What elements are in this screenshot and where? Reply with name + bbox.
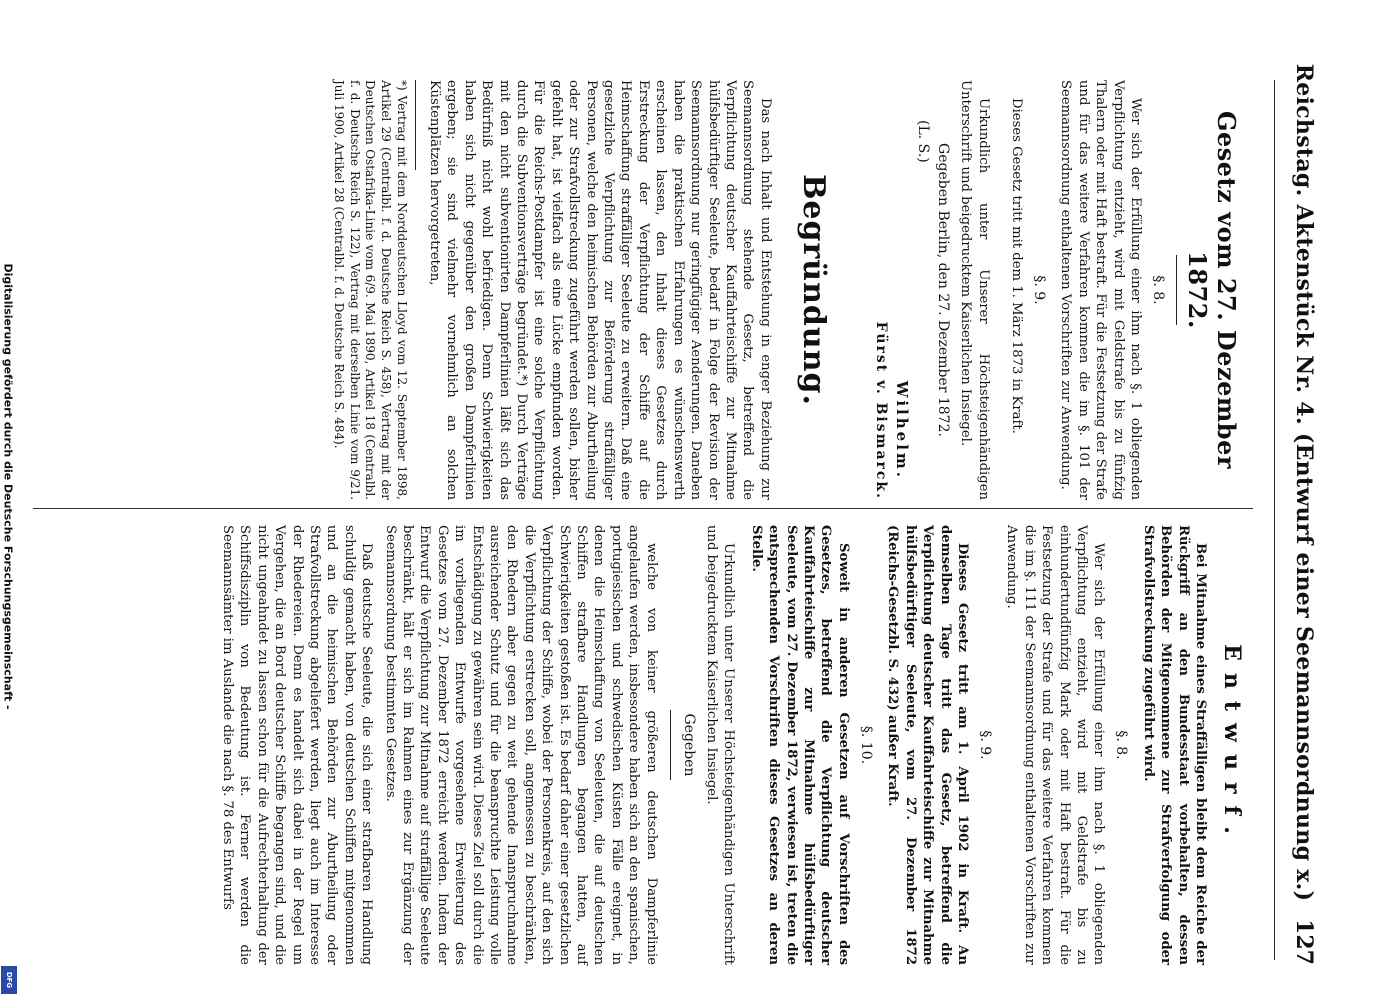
- funding-note: Digitalisierung gefördert durch die Deutsche Forschungsgemeinschaft -: [1, 263, 15, 710]
- begruendung-paragraph-1: Das nach Inhalt und Entstehung in enger Beziehung zur Seemannsordnung stehende Gesetz, betreffend die Verpflichtung deutscher Kauffahrteischiffe zur Mitnahme hülfsbedürftiger Seeleute, bedarf in Folge der Revision der Seemannsordnung nur geringfügiger Aenderungen. Daneben haben die praktischen Erfahrungen es wünschenswerth erscheinen lassen, den Inhalt dieses Gesetzes durch Erstreckung der Verpflichtung der Schiffe auf die Heimschaffung straffälliger Seeleute zu erweitern. Daß eine gesetzliche Verpflichtung zur Beförderung straffälliger Personen, welche den heimischen Behörden zur Aburtheilung oder zur Strafvollstreckung zugeführt werden sollen, bisher gefehlt hat, ist vielfach als eine Lücke empfunden worden. Für die Reichs-Postdampfer ist eine solche Verpflichtung durch die Subventionsverträge begründet.*) Durch Verträge mit den nicht subventionirten Dampferlinien läßt sich das Bedürfniß nicht wohl befriedigen. Denn Schwierigkeiten haben sich nicht gegenüber den großen Dampferlinien ergeben; sie sind vielmehr vornehmlich an solchen Küstenplätzen hervorgetreten,: [427, 80, 773, 500]
- signature-wilhelm: Wilhelm.: [892, 380, 911, 480]
- column-divider: [33, 508, 1253, 509]
- right-s9-heading: §. 9.: [976, 730, 993, 760]
- header-rule: [1274, 80, 1275, 960]
- left-given-at: Gegeben Berlin, den 27. Dezember 1872.: [934, 143, 951, 437]
- right-s8-heading: §. 8.: [1113, 730, 1130, 760]
- footnote-rule: [415, 80, 416, 170]
- running-header: [1279, 60, 1323, 965]
- right-column: [213, 525, 1266, 965]
- digitization-footer: [0, 0, 20, 1000]
- left-column: [331, 80, 1265, 500]
- right-begruendung-paragraph-2: Daß deutsche Seeleute, die sich einer strafbaren Handlung schuldig gemacht haben, von deutschen Schiffen mitgenommen und an die heimischen Behörden zur Aburtheilung oder Strafvollstreckung abgeliefert werden, liegt auch im Interesse der Rhedereien. Denn es handelt sich dabei in der Regel um Vergehen, die an Bord deutscher Schiffe begangen sind, und die nicht ungeahndet zu lassen schon für die Aufrechterhaltung der Schiffsdisziplin von Bedeutung ist. Ferner werden die Seemannsämter im Auslande die nach §. 78 des Entwurfs: [219, 525, 375, 965]
- entwurf-heading: Entwurf.: [1219, 644, 1245, 846]
- dfg-logo-text: DFG: [5, 971, 13, 989]
- right-intro-text: Bei Mitnahme eines Straffälligen bleibt dem Reiche der Rückgriff an den Bundesstaat vorbehalten, dessen Behörden der Mitgenommene zur Strafverfolgung oder Strafvollstreckung zugeführt wird.: [1140, 525, 1208, 965]
- running-title: Reichstag. Aktenstück Nr. 4. (Entwurf einer Seemannsordnung x.): [1291, 63, 1317, 902]
- left-s8-heading: §. 8.: [1150, 275, 1166, 305]
- right-s8-text: Wer sich der Erfüllung einer ihm nach §. 1 obliegenden Verpflichtung entzieht, wird mit Geldstrafe bis zu einhundertundfünfzig Mark oder mit Haft bestraft. Für die Festsetzung der Strafe und für das weitere Verfahren kommen die im §. 111 der Seemannsordnung enthaltenen Vorschriften zur Anwendung.: [1004, 525, 1107, 965]
- right-begruendung-paragraph-1: welche von keiner größeren deutschen Dampferlinie angelaufen werden, insbesondere haben sich an den spanischen, portugiesischen und schwedischen Küsten Fälle ereignet, in denen die Heimschaffung von Seeleuten, die auf deutschen Schiffen strafbare Handlungen begangen hatten, auf Schwierigkeiten gestoßen ist. Es bedarf daher einer gesetzlichen Verpflichtung der Schiffe, wobei der Personenkreis, auf den sich die Verpflichtung erstrecken soll, angemessen zu beschränken, den Rhedern aber gegen zu weit gehende Inanspruchnahme ausreichender Schutz und für die beanspruchte Leistung volle Entschädigung zu gewähren sein wird. Dieses Ziel soll durch die im vorliegenden Entwurfe vorgesehene Erweiterung des Gesetzes vom 27. Dezember 1872 erreicht werden. Indem der Entwurf die Verpflichtung zur Mitnahme auf straffällige Seeleute beschränkt, hält er sich im Rahmen eines zur Ergänzung der Seemannsordnung bestimmten Gesetzes.: [382, 525, 659, 965]
- left-closing-text: Urkundlich unter Unserer Höchsteigenhändigen Unterschrift und beigedrucktem Kaiserlichen Insiegel.: [958, 80, 991, 500]
- left-s9-text: Dieses Gesetz tritt mit dem 1. März 1873 in Kraft.: [1008, 98, 1024, 434]
- title-rule: [1176, 255, 1177, 325]
- begruendung-heading: Begründung.: [795, 174, 831, 406]
- right-s10-text: Soweit in anderen Gesetzen auf Vorschriften des Gesetzes, betreffend die Verpflichtung deutscher Kauffahrteischiffe zur Mitnahme hülfsbedürftiger Seeleute, vom 27. Dezember 1872, verwiesen ist, treten die entsprechenden Vorschriften dieses Gesetzes an deren Stelle.: [748, 525, 851, 965]
- right-s10-heading: §. 10.: [857, 725, 874, 765]
- seal-mark: (L. S.): [914, 120, 931, 163]
- dfg-logo: [1, 966, 17, 994]
- law-title: Gesetz vom 27. Dezember 1872.: [1183, 111, 1241, 469]
- right-given-at: Gegeben: [680, 713, 697, 777]
- left-s9-heading: §. 9.: [1030, 275, 1047, 305]
- section-rule: [670, 710, 671, 780]
- signature-bismarck: Fürst v. Bismarck.: [872, 321, 889, 500]
- right-closing-text: Urkundlich unter Unserer Höchsteigenhändigen Unterschrift und beigedrucktem Kaiserlichen Insiegel.: [704, 525, 737, 965]
- right-s9-text: Dieses Gesetz tritt am 1. April 1902 in Kraft. An demselben Tage tritt das Gesetz, betreffend die Verpflichtung deutscher Kauffahrteischiffe zur Mitnahme hülfsbedürftiger Seeleute, vom 27. Dezember 1872 (Reichs-Gesetzbl. S. 432) außer Kraft.: [885, 525, 970, 965]
- footnote: *) Vertrag mit dem Norddeutschen Lloyd vom 12. September 1898, Artikel 29 (Centralbl. f. d. Deutsche Reich S. 458), Vertrag mit der Deutschen Ostafrika-Linie vom 6/9. Mai 1890, Artikel 18 (Centralbl. f. d. Deutsche Reich S. 122), Vertrag mit derselben Linie vom 9/21. Juli 1900, Artikel 28 (Centralbl. f. d. Deutsche Reich S. 484).: [332, 80, 409, 500]
- left-s8-text: Wer sich der Erfüllung einer ihm nach §. 1 obliegenden Verpflichtung entzieht, wird mit Geldstrafe bis zu fünfzig Thalern oder mit Haft bestraft. Für die Festsetzung der Strafe und für das weitere Verfahren kommen die im §. 101 der Seemannsordnung enthaltenen Vorschriften zur Anwendung.: [1058, 80, 1143, 500]
- page-number: 127: [1291, 919, 1317, 965]
